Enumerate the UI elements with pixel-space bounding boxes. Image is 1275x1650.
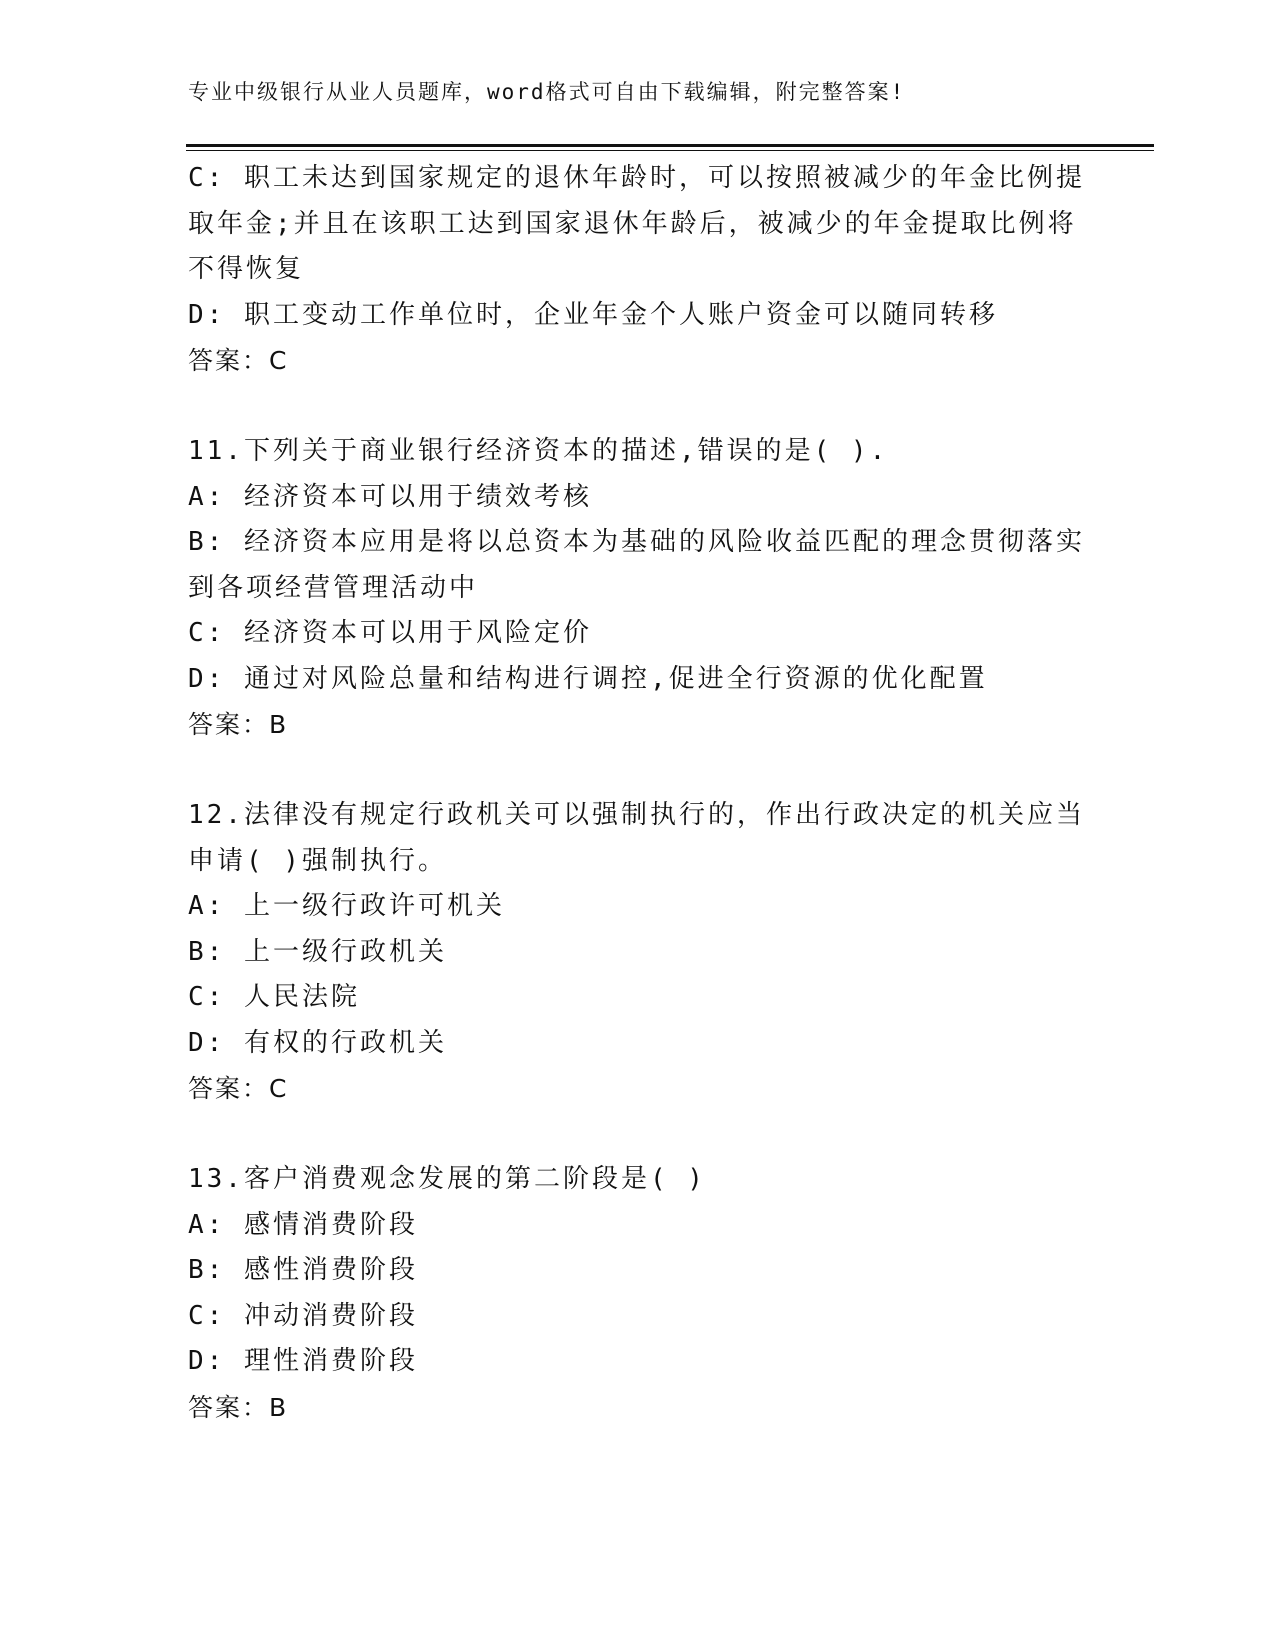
answer-line: 答案：C [188, 346, 289, 375]
option-line: A: 上一级行政许可机关 [188, 891, 505, 921]
option-line: C: 职工未达到国家规定的退休年龄时，可以按照被减少的年金比例提 [188, 163, 1085, 193]
option-line: 不得恢复 [188, 254, 305, 284]
option-line: C: 人民法院 [188, 982, 360, 1012]
option-line: D: 有权的行政机关 [188, 1027, 447, 1058]
spacer [188, 384, 1088, 430]
option-line: C: 冲动消费阶段 [188, 1300, 418, 1331]
option-line: D: 职工变动工作单位时，企业年金个人账户资金可以随同转移 [188, 299, 998, 330]
question-stem: 13.客户消费观念发展的第二阶段是( ) [188, 1164, 706, 1194]
answer-line: 答案：B [188, 710, 289, 739]
header-rule-thick [186, 144, 1154, 147]
question-12 [188, 793, 1088, 1112]
header-rule-thin [186, 150, 1154, 151]
option-line: 到各项经营管理活动中 [188, 572, 479, 603]
spacer [188, 748, 1088, 794]
option-line: D: 通过对风险总量和结构进行调控,促进全行资源的优化配置 [188, 663, 988, 694]
option-line: 取年金;并且在该职工达到国家退休年龄后，被减少的年金提取比例将 [188, 208, 1077, 239]
option-line: B: 经济资本应用是将以总资本为基础的风险收益匹配的理念贯彻落实 [188, 527, 1085, 557]
question-11 [188, 429, 1088, 748]
option-line: A: 经济资本可以用于绩效考核 [188, 481, 592, 512]
option-line: C: 经济资本可以用于风险定价 [188, 618, 592, 648]
page-header: 专业中级银行从业人员题库，word格式可自由下载编辑，附完整答案! [188, 80, 906, 104]
carryover-question [188, 156, 1088, 384]
option-line: B: 上一级行政机关 [188, 936, 447, 967]
option-line: B: 感性消费阶段 [188, 1255, 418, 1285]
spacer [188, 1112, 1088, 1158]
question-content [188, 156, 1088, 1430]
question-stem: 12.法律没有规定行政机关可以强制执行的，作出行政决定的机关应当 [188, 800, 1085, 830]
question-13 [188, 1157, 1088, 1430]
answer-line: 答案：B [188, 1392, 289, 1422]
question-stem: 11.下列关于商业银行经济资本的描述,错误的是( ). [188, 436, 889, 466]
question-stem: 申请( )强制执行。 [188, 845, 447, 876]
option-line: A: 感情消费阶段 [188, 1209, 418, 1240]
answer-line: 答案：C [188, 1074, 289, 1103]
option-line: D: 理性消费阶段 [188, 1346, 418, 1376]
